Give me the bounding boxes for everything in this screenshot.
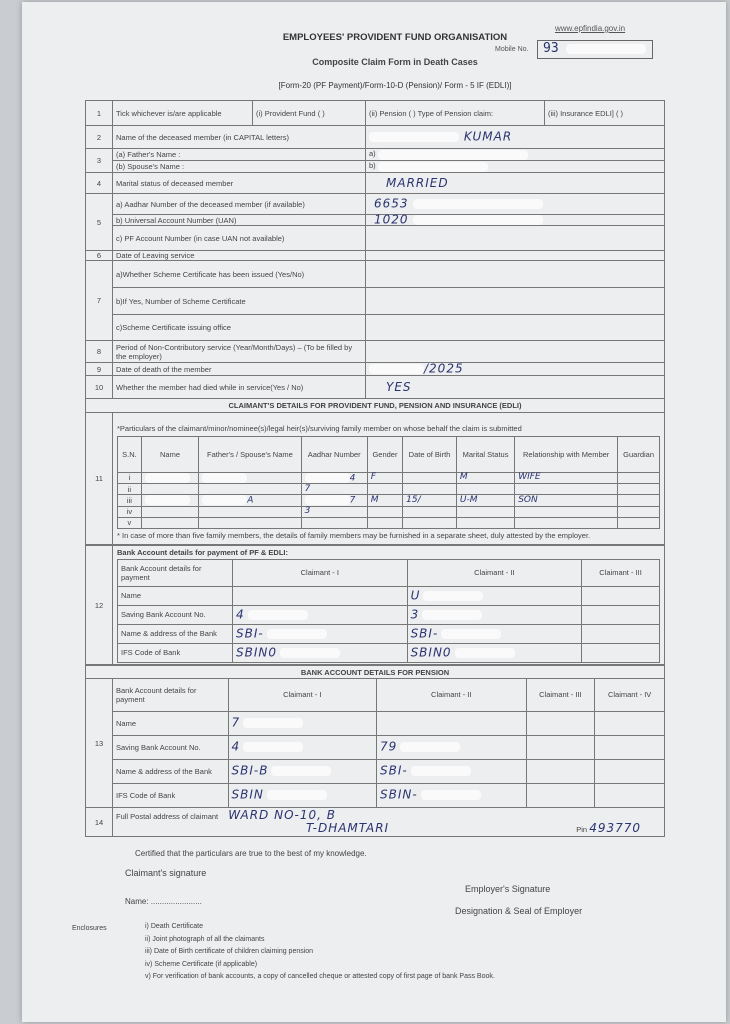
- family-marital-cell[interactable]: [456, 517, 514, 528]
- form-header: [250, 20, 540, 92]
- death-date-value[interactable]: /2025: [366, 363, 665, 376]
- family-marital-cell[interactable]: [456, 506, 514, 517]
- bank-value-cell[interactable]: [582, 643, 660, 662]
- family-col-header: S.N.: [118, 436, 142, 472]
- bank-value-cell[interactable]: [526, 711, 595, 735]
- claimant-col-header: Claimant - IV: [595, 679, 664, 711]
- claimant-col-header: Claimant - II: [407, 559, 582, 586]
- bank-pf-section: [85, 545, 665, 665]
- website-link[interactable]: www.epfindia.gov.in: [555, 24, 626, 33]
- family-sn-cell: i: [118, 472, 142, 484]
- form-numbers: [Form-20 (PF Payment)/Form-10-D (Pension)/ Form - 5 IF (EDLI)]: [278, 81, 512, 90]
- claimant-col-header: Claimant - III: [526, 679, 595, 711]
- bank-value-cell[interactable]: 4: [233, 605, 408, 624]
- pf-account-value[interactable]: [366, 226, 665, 251]
- leaving-date-value[interactable]: [366, 251, 665, 261]
- claimant-col-header: Claimant - I: [233, 559, 408, 586]
- claimant-col-header: Claimant - II: [376, 679, 526, 711]
- bank-row: [113, 711, 664, 735]
- scheme-cert-office-value[interactable]: [366, 315, 665, 341]
- bank-value-cell[interactable]: [595, 759, 664, 783]
- aadhar-label: a) Aadhar Number of the deceased member (if available): [113, 194, 366, 215]
- family-member-row: [118, 484, 660, 495]
- bank-row-label: Name & address of the Bank: [113, 759, 228, 783]
- bank-value-cell[interactable]: SBIN-: [376, 783, 526, 807]
- edli-option[interactable]: (iii) Insurance EDLI] ( ): [545, 101, 665, 126]
- bank-value-cell[interactable]: SBI-: [407, 624, 582, 643]
- bank-value-cell[interactable]: [526, 783, 595, 807]
- row-number: 4: [86, 173, 113, 194]
- bank-head-label: Bank Account details for payment: [118, 559, 233, 586]
- family-gender-cell[interactable]: [367, 517, 402, 528]
- family-sn-cell: iv: [118, 506, 142, 517]
- family-col-header: Guardian: [618, 436, 660, 472]
- bank-value-cell[interactable]: U: [407, 586, 582, 605]
- bank-pension-title: BANK ACCOUNT DETAILS FOR PENSION: [86, 666, 665, 679]
- family-col-header: Marital Status: [456, 436, 514, 472]
- family-col-header: Name: [141, 436, 198, 472]
- row-number: 2: [86, 126, 113, 149]
- bank-row-label: Name: [118, 586, 233, 605]
- bank-row: [113, 735, 664, 759]
- family-col-header: Father's / Spouse's Name: [199, 436, 301, 472]
- family-parent-cell[interactable]: [199, 506, 301, 517]
- family-col-header: Aadhar Number: [301, 436, 367, 472]
- bank-row: [113, 759, 664, 783]
- mobile-label: Mobile No.: [495, 46, 529, 53]
- scheme-cert-number-value[interactable]: [366, 288, 665, 315]
- tick-label: Tick whichever is/are applicable: [113, 101, 253, 126]
- death-date-label: Date of death of the member: [113, 363, 366, 376]
- row-number: 3: [86, 149, 113, 173]
- enclosure-item: ii) Joint photograph of all the claimants: [145, 935, 265, 943]
- designation-seal-label: Designation & Seal of Employer: [455, 906, 583, 916]
- family-parent-cell[interactable]: [199, 472, 301, 484]
- bank-value-cell[interactable]: [595, 711, 664, 735]
- bank-value-cell[interactable]: SBIN: [228, 783, 376, 807]
- non-contributory-label: Period of Non-Contributory service (Year/Month/Days) – (To be filled by the employer): [113, 341, 366, 363]
- bank-pf-table: [117, 559, 660, 663]
- bank-row: [118, 605, 660, 624]
- enclosure-item: v) For verification of bank accounts, a copy of cancelled cheque or attested copy of first page of bank Pass Book.: [145, 973, 495, 980]
- family-dob-cell[interactable]: [403, 484, 457, 495]
- bank-value-cell[interactable]: [376, 711, 526, 735]
- family-aadhar-cell[interactable]: 7: [301, 484, 367, 495]
- family-marital-cell[interactable]: [456, 484, 514, 495]
- family-guardian-cell[interactable]: [618, 517, 660, 528]
- family-gender-cell[interactable]: M: [367, 495, 402, 507]
- bank-row-label: IFS Code of Bank: [113, 783, 228, 807]
- bank-row-label: Name: [113, 711, 228, 735]
- bank-value-cell[interactable]: SBIN0: [407, 643, 582, 662]
- row-number: 11: [86, 413, 113, 545]
- address-line-1: WARD NO-10, B: [228, 808, 336, 822]
- family-dob-cell[interactable]: [403, 472, 457, 484]
- family-dob-cell[interactable]: [403, 506, 457, 517]
- bank-value-cell[interactable]: 3: [407, 605, 582, 624]
- claimant-col-header: Claimant - I: [228, 679, 376, 711]
- family-relation-cell[interactable]: SON: [515, 495, 618, 507]
- row-number: 9: [86, 363, 113, 376]
- family-aadhar-cell[interactable]: 4: [301, 472, 367, 484]
- address-field[interactable]: [113, 808, 665, 837]
- family-gender-cell[interactable]: [367, 484, 402, 495]
- uan-label: b) Universal Account Number (UAN): [113, 215, 366, 226]
- claimant-section-title: CLAIMANT'S DETAILS FOR PROVIDENT FUND, PENSION AND INSURANCE (EDLI): [86, 399, 665, 413]
- bank-row: [118, 643, 660, 662]
- family-parent-cell[interactable]: A: [199, 495, 301, 507]
- bank-value-cell[interactable]: [233, 586, 408, 605]
- bank-value-cell[interactable]: 7: [228, 711, 376, 735]
- family-member-row: [118, 517, 660, 528]
- enclosures-label: Enclosures: [72, 925, 107, 932]
- bank-pension-section: [85, 665, 665, 837]
- bank-value-cell[interactable]: [582, 624, 660, 643]
- family-guardian-cell[interactable]: [618, 472, 660, 484]
- family-name-cell[interactable]: [141, 517, 198, 528]
- father-name-value[interactable]: a): [366, 149, 665, 161]
- uan-value[interactable]: 1020: [366, 215, 665, 226]
- bank-value-cell[interactable]: 79: [376, 735, 526, 759]
- address-label: Full Postal address of claimant: [116, 812, 219, 821]
- family-member-row: [118, 472, 660, 484]
- family-col-header: Date of Birth: [403, 436, 457, 472]
- row-number: 1: [86, 101, 113, 126]
- family-name-cell[interactable]: [141, 495, 198, 507]
- scheme-cert-issued-label: a)Whether Scheme Certificate has been issued (Yes/No): [113, 261, 366, 288]
- scheme-cert-number-label: b)If Yes, Number of Scheme Certificate: [113, 288, 366, 315]
- family-parent-cell[interactable]: [199, 517, 301, 528]
- family-parent-cell[interactable]: [199, 484, 301, 495]
- spouse-name-value[interactable]: b): [366, 161, 665, 173]
- claimant-signature-label: Claimant's signature: [125, 868, 207, 878]
- father-name-label: (a) Father's Name :: [113, 149, 366, 161]
- bank-value-cell[interactable]: [526, 759, 595, 783]
- family-relation-cell[interactable]: [515, 517, 618, 528]
- family-member-row: [118, 495, 660, 507]
- bank-row: [118, 586, 660, 605]
- bank-pf-title: Bank Account details for payment of PF & EDLI:: [117, 547, 288, 557]
- enclosure-item: iv) Scheme Certificate (if applicable): [145, 960, 258, 968]
- family-col-header: Gender: [367, 436, 402, 472]
- bank-value-cell[interactable]: [582, 586, 660, 605]
- family-gender-cell[interactable]: F: [367, 472, 402, 484]
- bank-value-cell[interactable]: SBI-: [376, 759, 526, 783]
- claimant-intro: *Particulars of the claimant/minor/nominee(s)/legal heir(s)/surviving family member on whose behalf the claim is submitted: [117, 423, 522, 433]
- certification: Certified that the particulars are true to the best of my knowledge.: [135, 849, 367, 858]
- row-number: 13: [86, 679, 113, 808]
- bank-value-cell[interactable]: SBI-: [233, 624, 408, 643]
- member-details-table-2: [85, 125, 665, 413]
- family-relation-cell[interactable]: [515, 506, 618, 517]
- deceased-name-label: Name of the deceased member (in CAPITAL letters): [113, 126, 366, 149]
- org-name: EMPLOYEES' PROVIDENT FUND ORGANISATION: [282, 32, 508, 43]
- row-number: 10: [86, 376, 113, 399]
- row-number: 8: [86, 341, 113, 363]
- row-number: 6: [86, 251, 113, 261]
- family-guardian-cell[interactable]: [618, 506, 660, 517]
- family-members-table: [117, 436, 660, 529]
- family-guardian-cell[interactable]: [618, 495, 660, 507]
- family-relation-cell[interactable]: WIFE: [515, 472, 618, 484]
- bank-value-cell[interactable]: SBIN0: [233, 643, 408, 662]
- family-member-row: [118, 506, 660, 517]
- claimant-name-field[interactable]: Name: .......................: [125, 897, 202, 906]
- aadhar-value[interactable]: 6653: [366, 194, 665, 215]
- enclosure-item: iii) Date of Birth certificate of children claiming pension: [145, 948, 314, 955]
- family-guardian-cell[interactable]: [618, 484, 660, 495]
- row-number: 7: [86, 261, 113, 341]
- member-details-table: [85, 100, 665, 126]
- non-contributory-value[interactable]: [366, 341, 665, 363]
- pf-option[interactable]: (i) Provident Fund ( ): [253, 101, 366, 126]
- form-title: Composite Claim Form in Death Cases: [312, 57, 478, 67]
- bank-head-label: Bank Account details for payment: [113, 679, 228, 711]
- pf-account-label: c) PF Account Number (in case UAN not available): [113, 226, 366, 251]
- bank-value-cell[interactable]: [595, 783, 664, 807]
- pin-value[interactable]: 493770: [589, 821, 641, 835]
- bank-row-label: Saving Bank Account No.: [113, 735, 228, 759]
- bank-value-cell[interactable]: [595, 735, 664, 759]
- scheme-cert-issued-value[interactable]: [366, 261, 665, 288]
- pin-label: Pin: [576, 825, 588, 834]
- bank-row-label: Saving Bank Account No.: [118, 605, 233, 624]
- leaving-date-label: Date of Leaving service: [113, 251, 366, 261]
- spouse-name-label: (b) Spouse's Name :: [113, 161, 366, 173]
- family-note: * In case of more than five family members, the details of family members may be furnished in a separate sheet, duly attested by the employer.: [117, 530, 591, 540]
- family-marital-cell[interactable]: M: [456, 472, 514, 484]
- died-in-service-label: Whether the member had died while in service(Yes / No): [113, 376, 366, 399]
- enclosures-list: [145, 921, 565, 984]
- family-aadhar-cell[interactable]: 3: [301, 506, 367, 517]
- pension-option[interactable]: (ii) Pension ( ) Type of Pension claim:: [366, 101, 545, 126]
- family-sn-cell: iii: [118, 495, 142, 507]
- claimant-section: [85, 412, 665, 545]
- bank-pension-table: [113, 679, 664, 807]
- marital-status-value[interactable]: MARRIED: [366, 173, 665, 194]
- mobile-field[interactable]: 93: [537, 40, 653, 59]
- family-relation-cell[interactable]: [515, 484, 618, 495]
- family-col-header: Relationship with Member: [515, 436, 618, 472]
- family-aadhar-cell[interactable]: [301, 517, 367, 528]
- bank-row-label: IFS Code of Bank: [118, 643, 233, 662]
- address-line-2: T-DHAMTARI: [306, 821, 390, 835]
- family-name-cell[interactable]: [141, 506, 198, 517]
- bank-row-label: Name & address of the Bank: [118, 624, 233, 643]
- family-aadhar-cell[interactable]: 7: [301, 495, 367, 507]
- employer-signature-label: Employer's Signature: [465, 884, 551, 894]
- marital-status-label: Marital status of deceased member: [113, 173, 366, 194]
- bank-value-cell[interactable]: [526, 735, 595, 759]
- family-name-cell[interactable]: [141, 472, 198, 484]
- family-dob-cell[interactable]: [403, 517, 457, 528]
- row-number: 14: [86, 808, 113, 837]
- claimant-col-header: Claimant - III: [582, 559, 660, 586]
- scheme-cert-office-label: c)Scheme Certificate issuing office: [113, 315, 366, 341]
- family-gender-cell[interactable]: [367, 506, 402, 517]
- family-name-cell[interactable]: [141, 484, 198, 495]
- row-number: 12: [86, 546, 113, 665]
- family-sn-cell: v: [118, 517, 142, 528]
- family-marital-cell[interactable]: U-M: [456, 495, 514, 507]
- deceased-name-value[interactable]: KUMAR: [366, 126, 665, 149]
- enclosure-item: i) Death Certificate: [145, 923, 203, 930]
- bank-row: [113, 783, 664, 807]
- died-in-service-value[interactable]: YES: [366, 376, 665, 399]
- bank-value-cell[interactable]: SBI-B: [228, 759, 376, 783]
- family-dob-cell[interactable]: 15/: [403, 495, 457, 507]
- bank-value-cell[interactable]: [582, 605, 660, 624]
- family-sn-cell: ii: [118, 484, 142, 495]
- bank-value-cell[interactable]: 4: [228, 735, 376, 759]
- row-number: 5: [86, 194, 113, 251]
- bank-row: [118, 624, 660, 643]
